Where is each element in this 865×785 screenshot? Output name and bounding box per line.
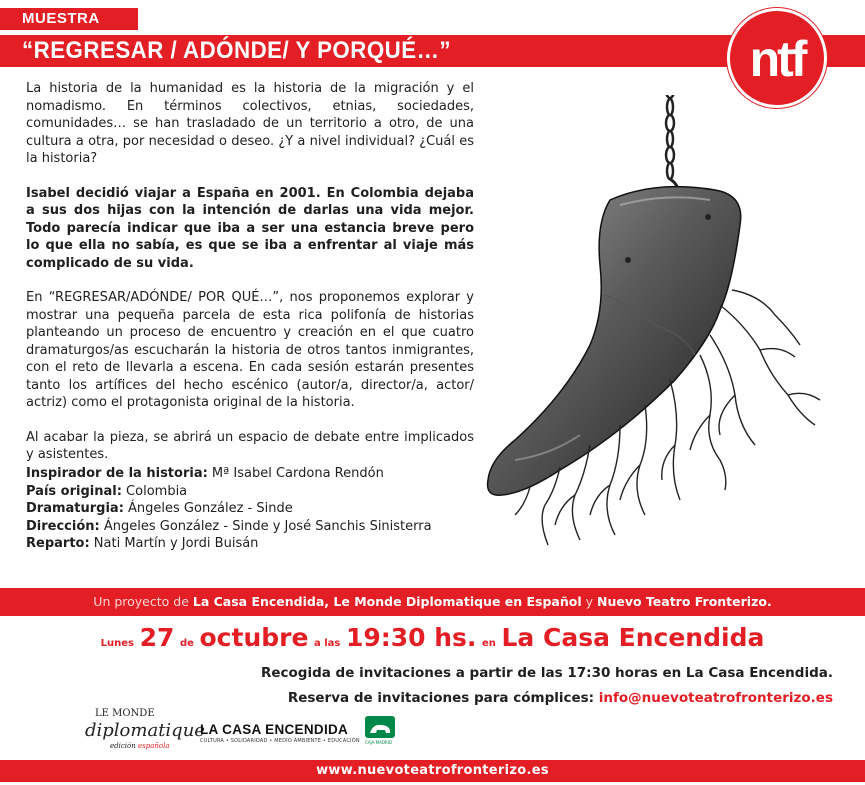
paragraph-intro: La historia de la humanidad es la historia de la migración y el nomadismo. En términos colectivos, etnias, sociedades, comunidades… se han trasladado de un territorio a otro, de una cultura a otra, por necesidad o deseo. ¿Y a nivel individual? ¿Cuál es la historia? — [26, 81, 474, 166]
project-orgs: La Casa Encendida, Le Monde Diplomatique en Español — [192, 594, 582, 609]
paragraph-story: Isabel decidió viajar a España en 2001. En Colombia dejaba a sus dos hijas con la intención de darlas una vida mejor. Todo parecía indicar que iba a ser una estancia breve pero lo que ella no sabía, es que se iba a enfrentar al viaje más complicado de su vida. — [26, 185, 474, 271]
credit-dramaturgia: Dramaturgia: Ángeles González - Sinde — [26, 501, 293, 516]
credits-list — [26, 465, 476, 553]
event-month: octubre — [199, 623, 309, 652]
contact-email-link[interactable]: info@nuevoteatrofronterizo.es — [598, 690, 833, 706]
paragraph-project: En “REGRESAR/ADÓNDE/ POR QUÉ…”, nos proponemos explorar y mostrar una pequeña parcela de esta rica polifonía de historias planteando un proceso de encuentro y creación en el que cuatro dramaturgos/as escucharán la historia de otros tantos inmigrantes, con el reto de llevarla a escena. En cada sesión estarán presentes tanto los artífices del hecho escénico (autor/a, director/a, actor/ actriz) como el protagonista original de la historia. — [26, 290, 474, 410]
shoe-icon — [488, 187, 741, 496]
ntf-logo — [727, 8, 827, 108]
event-weekday: Lunes — [100, 638, 135, 649]
credit-reparto: Reparto: Nati Martín y Jordi Buisán — [26, 536, 259, 551]
footer-url-link[interactable]: www.nuevoteatrofronterizo.es — [0, 760, 865, 782]
project-banner: Un proyecto de La Casa Encendida, Le Monde Diplomatique en Español y Nuevo Teatro Fronterizo. — [0, 588, 865, 616]
credit-inspirador: Inspirador de la historia: Mª Isabel Cardona Rendón — [26, 466, 384, 481]
invitations-info: Recogida de invitaciones a partir de las 17:30 horas en La Casa Encendida. — [260, 665, 833, 681]
event-day: 27 — [139, 623, 175, 652]
event-date-line: Lunes 27 de octubre a las 19:30 hs. en La Casa Encendida — [100, 623, 765, 652]
credit-pais: País original: Colombia — [26, 483, 188, 499]
paragraph-debate: Al acabar la pieza, se abrirá un espacio de debate entre implicados y asistentes. — [26, 429, 474, 462]
body-text — [26, 80, 474, 481]
page-title: “REGRESAR / ADÓNDE/ Y PORQUÉ…” — [22, 37, 452, 64]
event-venue: La Casa Encendida — [501, 623, 765, 652]
chain-icon — [666, 95, 677, 195]
le-monde-diplomatique-logo: LE MONDE diplomatique edición española — [85, 708, 205, 750]
project-ntf: Nuevo Teatro Fronterizo. — [597, 594, 772, 609]
caja-madrid-logo: CAJA MADRID — [365, 716, 395, 748]
la-casa-encendida-logo: LA CASA ENCENDIDA CULTURA • SOLIDARIDAD • MEDIO AMBIENTE • EDUCACIÓN — [200, 722, 360, 744]
bear-icon — [365, 716, 395, 740]
credit-direccion: Dirección: Ángeles González - Sinde y José Sanchis Sinisterra — [26, 518, 432, 534]
section-tag: MUESTRA — [0, 8, 138, 30]
shoe-last-illustration — [470, 95, 865, 565]
event-time: 19:30 hs. — [345, 623, 477, 652]
reservation-info: Reserva de invitaciones para cómplices: info@nuevoteatrofronterizo.es — [287, 690, 833, 706]
ntf-logo-text: ntf — [749, 31, 805, 87]
